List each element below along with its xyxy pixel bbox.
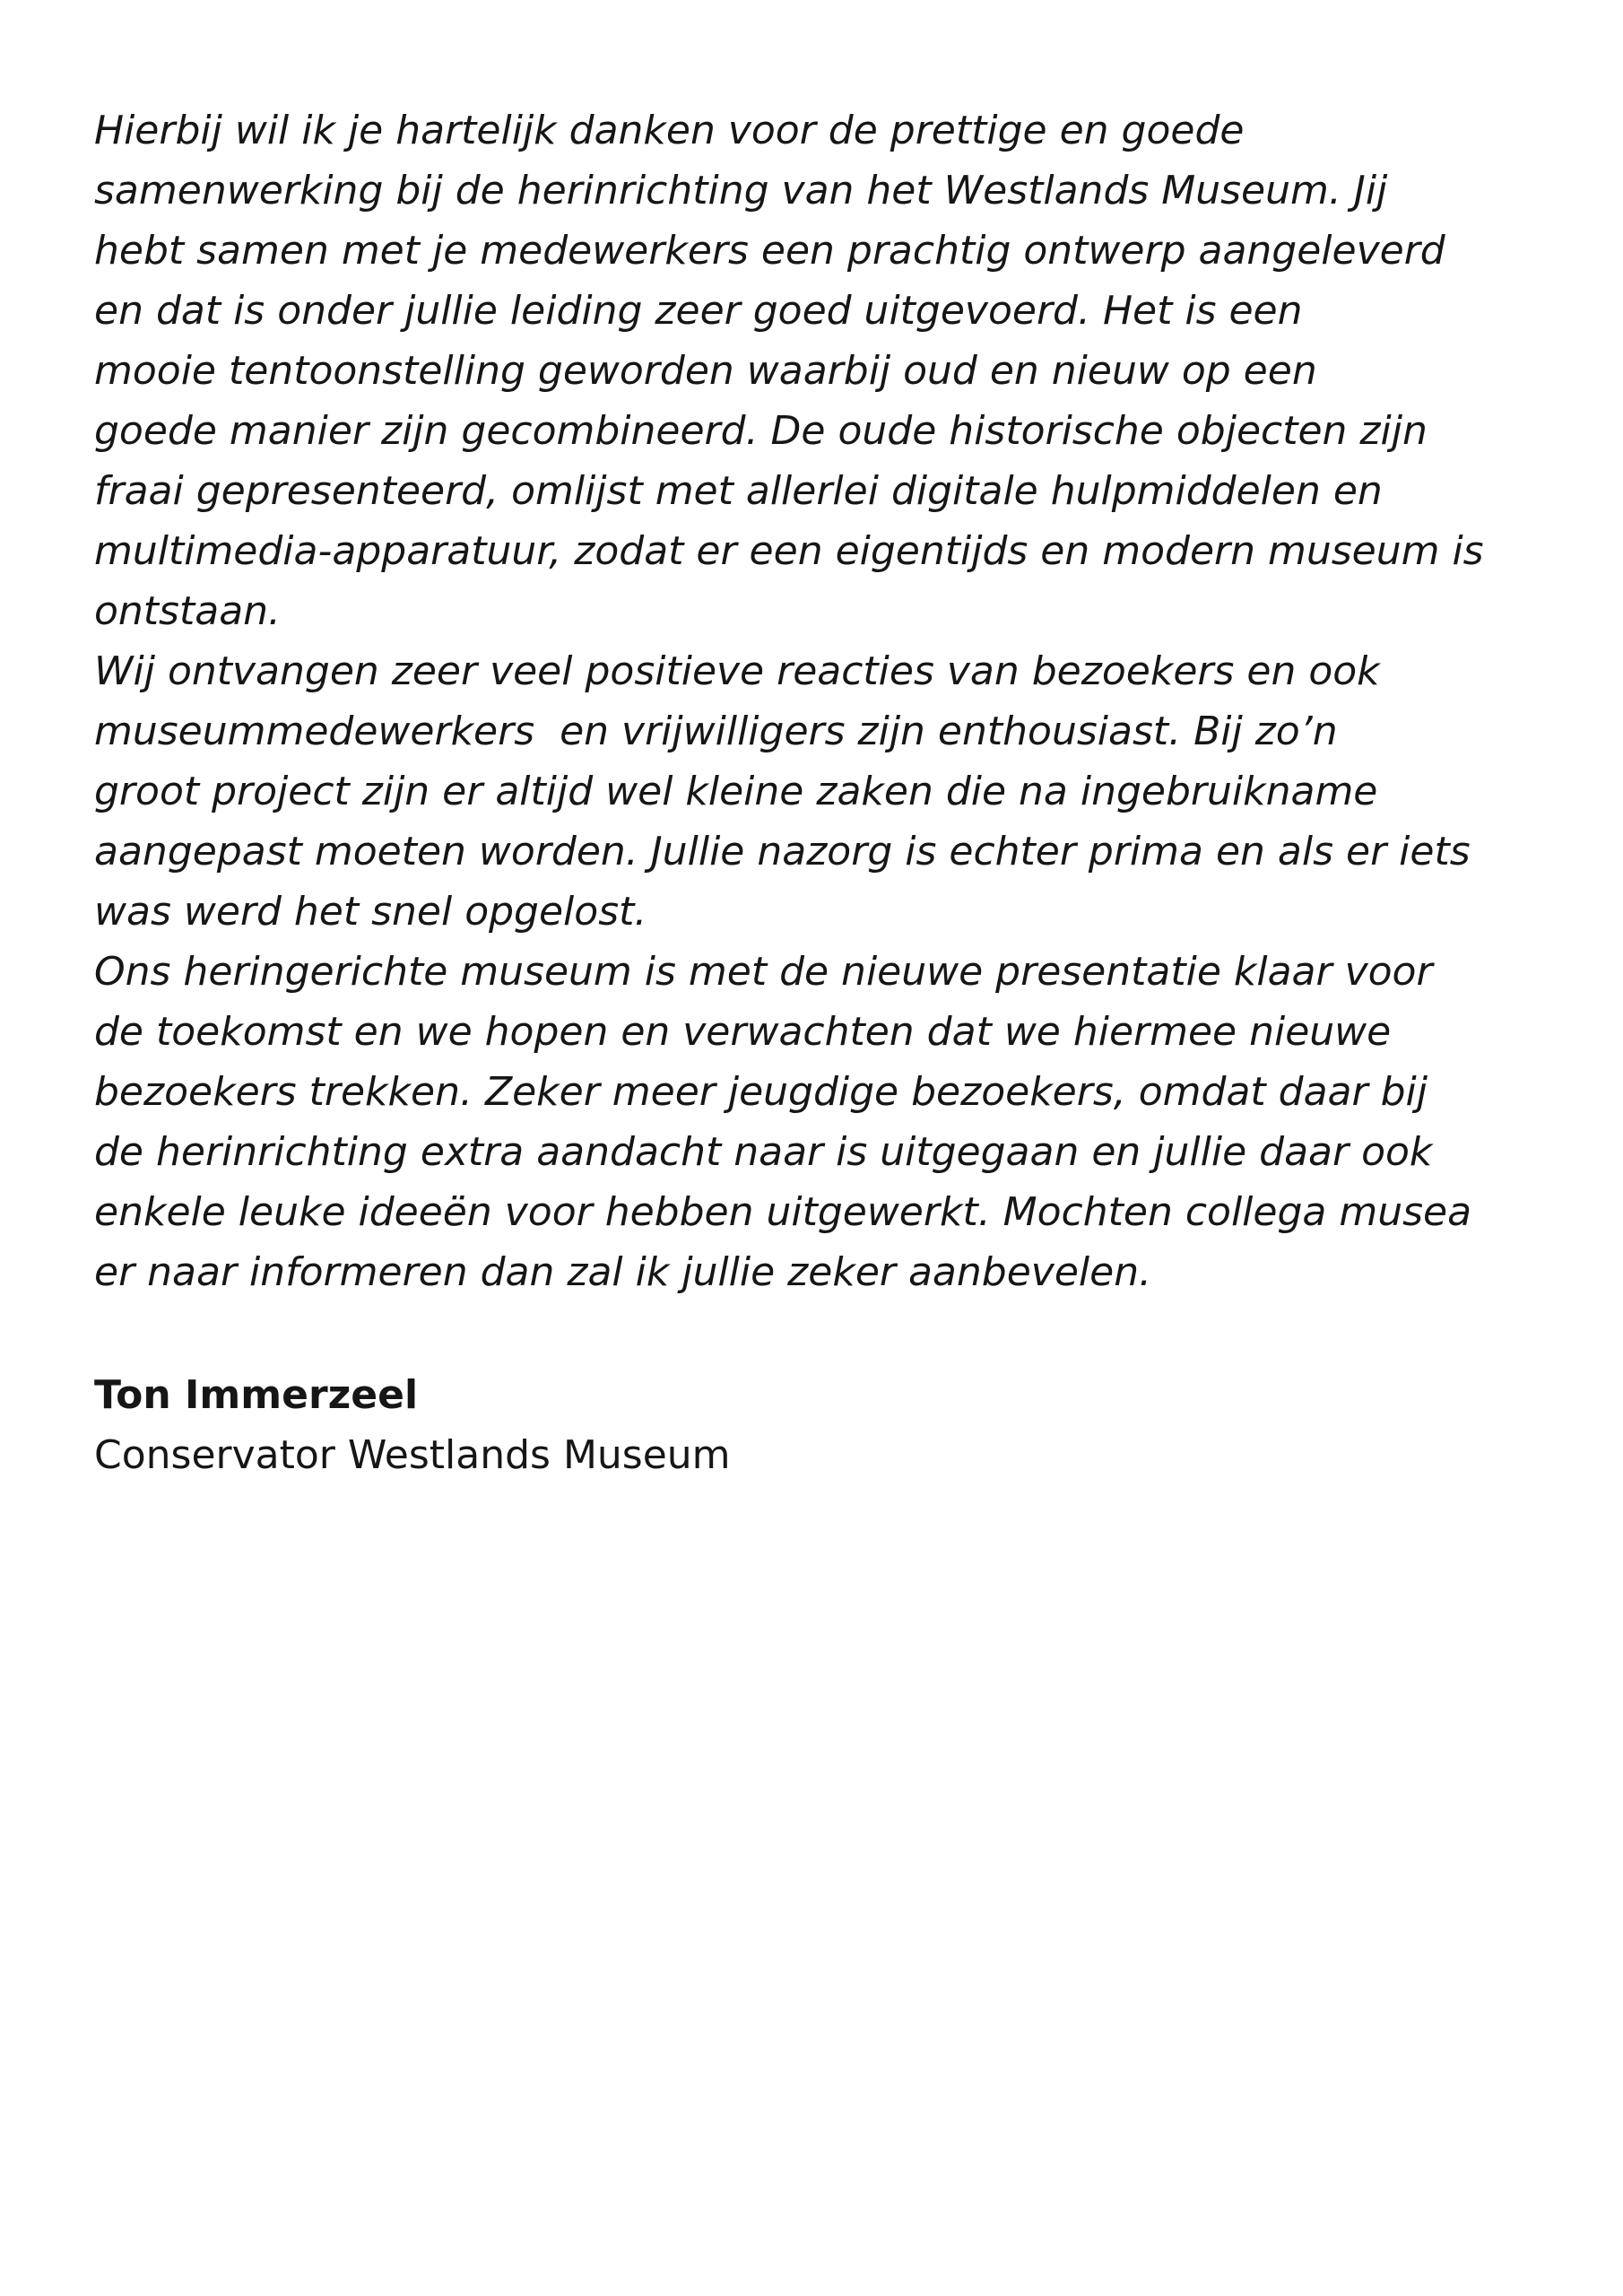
signature-name: Ton Immerzeel [94, 1372, 419, 1418]
letter-line: Hierbij wil ik je hartelijk danken voor de prettige en goede [94, 108, 1245, 153]
letter-line: samenwerking bij de herinrichting van het Westlands Museum. Jij [94, 168, 1388, 213]
letter-line: ontstaan. [94, 588, 282, 634]
letter-line: groot project zijn er altijd wel kleine zaken die na ingebruikname [94, 769, 1378, 814]
letter-line: bezoekers trekken. Zeker meer jeugdige bezoekers, omdat daar bij [94, 1069, 1428, 1115]
letter-line: mooie tentoonstelling geworden waarbij oud en nieuw op een [94, 348, 1317, 394]
letter-line: de herinrichting extra aandacht naar is uitgegaan en jullie daar ook [94, 1129, 1433, 1175]
letter-line: en dat is onder jullie leiding zeer goed uitgevoerd. Het is een [94, 288, 1303, 334]
letter-line: de toekomst en we hopen en verwachten dat we hiermee nieuwe [94, 1009, 1392, 1055]
letter-line: er naar informeren dan zal ik jullie zeker aanbevelen. [94, 1249, 1152, 1295]
letter-line: goede manier zijn gecombineerd. De oude historische objecten zijn [94, 408, 1428, 454]
letter-line: aangepast moeten worden. Jullie nazorg is echter prima en als er iets [94, 829, 1471, 874]
letter-line: hebt samen met je medewerkers een prachtig ontwerp aangeleverd [94, 228, 1445, 274]
letter-body [94, 100, 1565, 1302]
letter-line: was werd het snel opgelost. [94, 889, 647, 935]
signature-block [94, 1365, 731, 1485]
signature-role: Conservator Westlands Museum [94, 1432, 731, 1478]
letter-line: Ons heringerichte museum is met de nieuwe presentatie klaar voor [94, 949, 1433, 995]
letter-line: Wij ontvangen zeer veel positieve reacties van bezoekers en ook [94, 648, 1380, 694]
letter-line: enkele leuke ideeën voor hebben uitgewerkt. Mochten collega musea [94, 1189, 1472, 1235]
letter-line: museummedewerkers en vrijwilligers zijn enthousiast. Bij zo’n [94, 709, 1338, 754]
letter-line: fraai gepresenteerd, omlijst met allerlei digitale hulpmiddelen en [94, 468, 1383, 514]
letter-line: multimedia-apparatuur, zodat er een eigentijds en modern museum is [94, 528, 1484, 574]
